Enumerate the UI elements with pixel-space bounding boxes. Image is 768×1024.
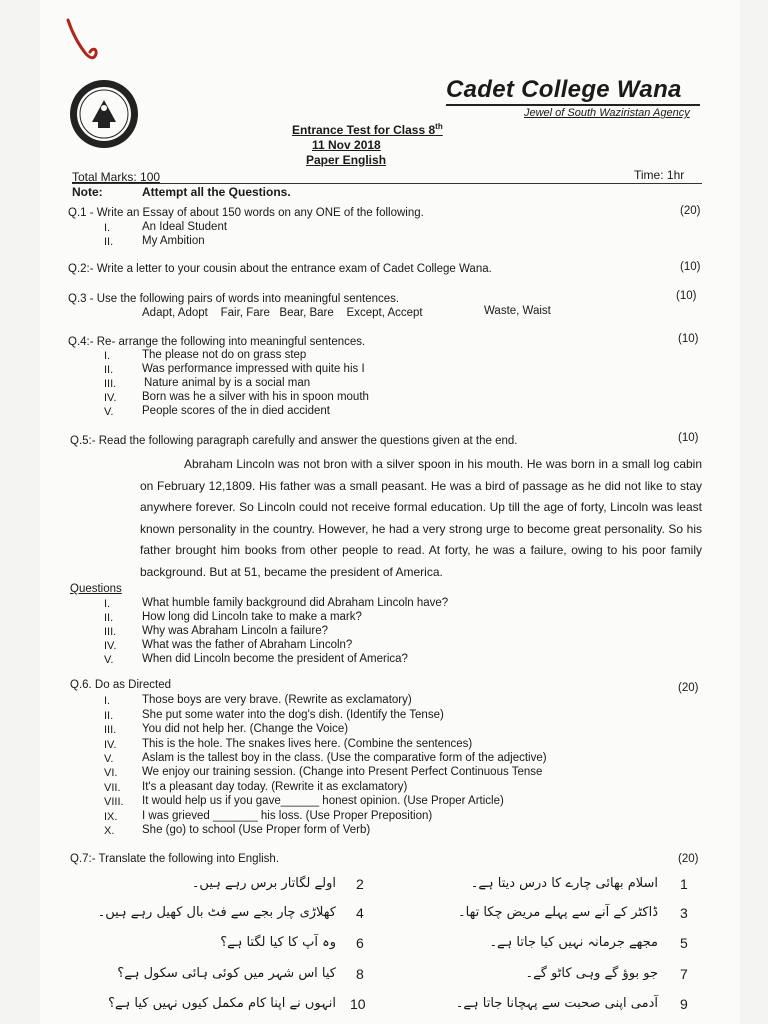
title-underline — [446, 104, 700, 106]
q6-marks: (20) — [678, 682, 699, 694]
q5-item: What humble family background did Abraham Lincoln have? — [142, 597, 449, 609]
q5-questions-label: Questions — [70, 583, 122, 595]
q3-text: Q.3 - Use the following pairs of words into meaningful sentences. — [68, 293, 400, 305]
q7-right-num: 1 — [680, 876, 688, 892]
q4-item-num: I. — [104, 350, 111, 362]
q5-item: When did Lincoln become the president of America? — [142, 653, 408, 665]
q6-item: This is the hole. The snakes lives here. (Combine the sentences) — [142, 738, 473, 750]
q6-item-num: III. — [104, 724, 117, 736]
q5-item-num: II. — [104, 612, 114, 624]
q7-urdu-sentence: اولے لگاتار برس رہے ہیں۔ — [191, 876, 336, 891]
q5-item-num: V. — [104, 654, 114, 666]
q1-marks: (20) — [680, 205, 701, 217]
q7-left-num: 4 — [356, 905, 364, 921]
test-date: 11 Nov 2018 — [312, 138, 381, 152]
q5-item: What was the father of Abraham Lincoln? — [142, 639, 353, 651]
q4-item-num: V. — [104, 406, 114, 418]
q6-item-num: IV. — [104, 739, 117, 751]
q7-urdu-sentence: کھلاڑی چار بجے سے فٹ بال کھیل رہے ہیں۔ — [97, 905, 336, 920]
q7-urdu-sentence: جو بوؤ گے وہی کاٹو گے۔ — [525, 966, 658, 981]
q7-left-num: 2 — [356, 876, 364, 892]
q6-item-num: X. — [104, 825, 115, 837]
q5-item: How long did Lincoln take to make a mark? — [142, 611, 362, 623]
test-title: Entrance Test for Class 8th — [292, 122, 443, 137]
q6-item: We enjoy our training session. (Change into Present Perfect Continuous Tense — [142, 766, 543, 778]
q4-item: Nature animal by is a social man — [144, 377, 311, 389]
q6-item: She put some water into the dog's dish. (Identify the Tense) — [142, 709, 444, 721]
q6-item: She (go) to school (Use Proper form of Verb) — [142, 824, 371, 836]
q4-item: People scores of the in died accident — [142, 405, 330, 417]
q6-item-num: VII. — [104, 782, 121, 794]
q3-word-pairs: Adapt, Adopt Fair, Fare Bear, Bare Except, Accept — [142, 307, 423, 319]
total-marks: Total Marks: 100 — [72, 170, 161, 184]
q6-item: It's a pleasant day today. (Rewrite it as exclamatory) — [142, 781, 408, 793]
red-ink-mark-icon — [66, 18, 100, 64]
q6-item: It would help us if you gave______ honest opinion. (Use Proper Article) — [142, 795, 504, 807]
q7-left-num: 8 — [356, 966, 364, 982]
college-tagline: Jewel of South Waziristan Agency — [524, 107, 690, 119]
q7-right-num: 9 — [680, 996, 688, 1012]
q6-item: Aslam is the tallest boy in the class. (Use the comparative form of the adjective) — [142, 752, 547, 764]
q2-text: Q.2:- Write a letter to your cousin about the entrance exam of Cadet College Wana. — [68, 263, 492, 275]
q1-item: An Ideal Student — [142, 221, 228, 233]
q7-text: Q.7:- Translate the following into English. — [70, 853, 280, 865]
college-name: Cadet College Wana — [446, 76, 682, 103]
q6-item-num: IX. — [104, 811, 118, 823]
q7-urdu-sentence: ڈاکٹر کے آنے سے پہلے مریض چکا تھا۔ — [458, 905, 658, 920]
paper-name: Paper English — [306, 153, 387, 167]
q6-text: Q.6. Do as Directed — [70, 679, 171, 691]
q3-marks: (10) — [676, 290, 697, 302]
q7-urdu-sentence: کیا اس شہر میں کوئی ہائی سکول ہے؟ — [117, 966, 336, 981]
q5-marks: (10) — [678, 432, 699, 444]
q4-marks: (10) — [678, 333, 699, 345]
q7-right-num: 7 — [680, 966, 688, 982]
q6-item-num: VI. — [104, 767, 118, 779]
q4-item: The please not do on grass step — [142, 349, 307, 361]
q5-paragraph: Abraham Lincoln was not bron with a silver spoon in his mouth. He was born in a small log cabin on February 12,1809. His father was a small peasant. He was a bird of passage as he did not like to stay anywhere forever. So Lincoln could not receive formal education. Up till the age of forty, Lincoln was least known personality in the country. However, he had a very strong urge to become great personality. So his father brought him books from other people to read. At forty, he was a failure, owing to his poor family background. But at 51, became the president of America. — [140, 457, 702, 579]
q4-item: Was performance impressed with quite his I — [142, 363, 365, 375]
q1-text: Q.1 - Write an Essay of about 150 words on any ONE of the following. — [68, 207, 424, 219]
q7-urdu-sentence: آدمی اپنی صحبت سے پہچانا جاتا ہے۔ — [455, 996, 658, 1011]
q5-item-num: I. — [104, 598, 111, 610]
q3-extra-pair: Waste, Waist — [484, 305, 551, 317]
q6-item: I was grieved _______ his loss. (Use Proper Preposition) — [142, 810, 433, 822]
q7-left-num: 10 — [350, 996, 366, 1012]
q1-item: My Ambition — [142, 235, 205, 247]
q6-item-num: V. — [104, 753, 114, 765]
q6-item-num: VIII. — [104, 796, 124, 808]
q7-urdu-sentence: مجھے جرمانہ نہیں کیا جاتا ہے۔ — [489, 935, 658, 950]
q6-item: You did not help her. (Change the Voice) — [142, 723, 349, 735]
note-text: Attempt all the Questions. — [142, 185, 291, 199]
q7-right-num: 3 — [680, 905, 688, 921]
q6-item-num: I. — [104, 695, 111, 707]
q1-item-num: I. — [104, 222, 111, 234]
note-label: Note: — [72, 185, 103, 199]
time-allowed: Time: 1hr — [634, 168, 685, 182]
q7-urdu-sentence: انہوں نے اپنا کام مکمل کیوں نہیں کیا ہے؟ — [108, 996, 336, 1011]
q6-item-num: II. — [104, 710, 114, 722]
q4-text: Q.4:- Re- arrange the following into meaningful sentences. — [68, 336, 366, 348]
q7-marks: (20) — [678, 853, 699, 865]
college-crest-logo — [68, 78, 140, 150]
q4-item-num: II. — [104, 364, 114, 376]
q4-item-num: IV. — [104, 392, 117, 404]
q5-item-num: IV. — [104, 640, 117, 652]
q4-item-num: III. — [104, 378, 117, 390]
q6-item: Those boys are very brave. (Rewrite as exclamatory) — [142, 694, 412, 706]
q5-text: Q.5:- Read the following paragraph carefully and answer the questions given at the end. — [70, 435, 518, 447]
q5-item-num: III. — [104, 626, 117, 638]
q1-item-num: II. — [104, 236, 114, 248]
q5-item: Why was Abraham Lincoln a failure? — [142, 625, 329, 637]
q4-item: Born was he a silver with his in spoon mouth — [142, 391, 369, 403]
q7-urdu-sentence: اسلام بھائی چارے کا درس دیتا ہے۔ — [470, 876, 658, 891]
q7-urdu-sentence: وہ آپ کا کیا لگتا ہے؟ — [220, 935, 336, 950]
q2-marks: (10) — [680, 261, 701, 273]
q7-right-num: 5 — [680, 935, 688, 951]
q7-left-num: 6 — [356, 935, 364, 951]
header-rule — [72, 183, 702, 184]
